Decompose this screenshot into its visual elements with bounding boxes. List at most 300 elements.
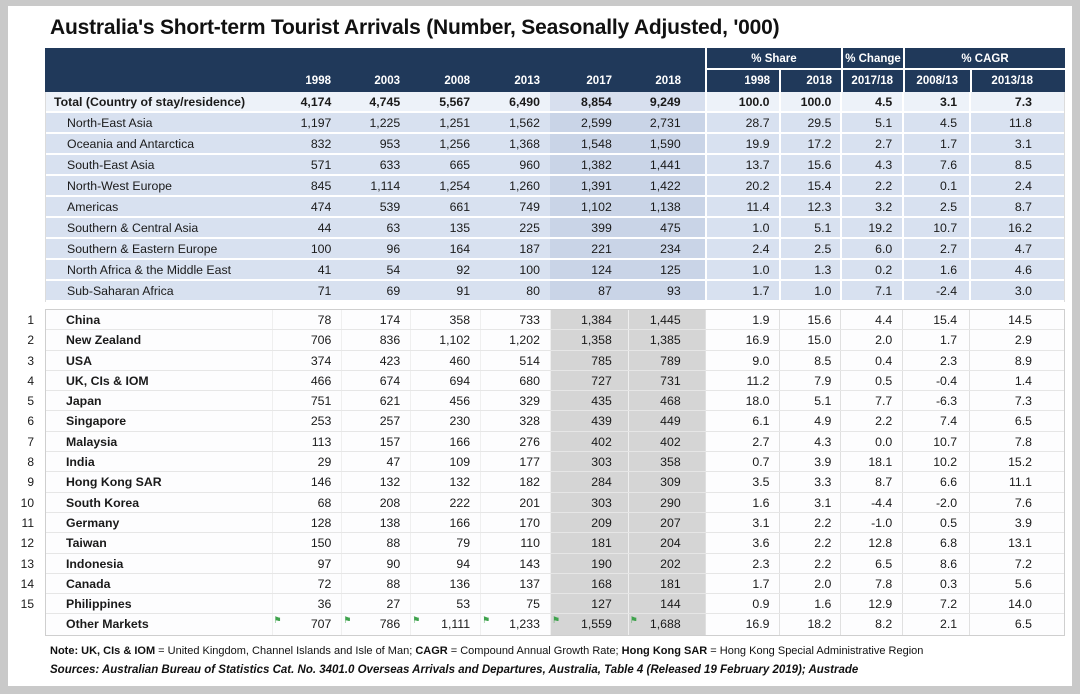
year-value-cell: 138 <box>341 513 410 532</box>
year-value-cell: 785 <box>550 351 628 370</box>
pct-value-cell: 100.0 <box>779 92 841 111</box>
pct-value-cell: 0.7 <box>705 452 779 471</box>
pct-value-cell: 13.1 <box>969 533 1064 552</box>
pct-value-cell: 4.4 <box>840 310 902 329</box>
year-value-cell: 44 <box>317 221 332 235</box>
year-value-cell: 146 <box>272 472 342 491</box>
row-rank: 11 <box>21 515 34 530</box>
country-row <box>27 472 1064 492</box>
year-value-cell: 1,382 <box>550 155 628 174</box>
pct-value-cell: 20.2 <box>705 176 779 195</box>
country-row <box>27 310 1064 330</box>
pct-value-cell: 11.8 <box>969 113 1064 132</box>
pct-value-cell: 16.2 <box>969 218 1064 237</box>
year-value-cell: 71 <box>317 284 332 298</box>
pct-value-cell: 4.9 <box>779 411 841 430</box>
row-label: Philippines <box>66 597 132 612</box>
pct-value-cell: 6.8 <box>902 533 969 552</box>
header-spacer <box>45 48 705 70</box>
year-value-cell: 1,111 ⚑ <box>410 614 480 634</box>
page-title: Australia's Short-term Tourist Arrivals (Number, Seasonally Adjusted, '000) <box>50 16 780 39</box>
pct-value-cell: 1.0 <box>779 281 841 300</box>
pct-value-cell: 15.6 <box>779 310 841 329</box>
pct-value-cell: 2.5 <box>779 239 841 258</box>
row-label: China <box>66 313 101 327</box>
country-row <box>27 432 1064 452</box>
header-group-1: % Share <box>705 48 841 70</box>
year-value-cell: 93 <box>628 281 705 300</box>
pct-value-cell: 3.9 <box>969 513 1064 532</box>
year-value-cell: 253 <box>272 411 342 430</box>
comment-flag-icon: ⚑ <box>482 615 491 626</box>
year-value-cell: 54 <box>386 263 401 277</box>
year-value-cell: 109 <box>410 452 480 471</box>
pct-value-cell: 2.7 <box>840 134 902 153</box>
year-value-cell: 329 <box>480 391 550 410</box>
year-value-cell: 128 <box>272 513 342 532</box>
pct-value-cell: -4.4 <box>840 493 902 512</box>
year-value-cell: 100 <box>519 263 540 277</box>
note-segment: = Compound Annual Growth Rate; <box>447 644 622 657</box>
year-value-cell: 4,745 <box>369 95 401 109</box>
pct-value-cell: 2.7 <box>705 432 779 451</box>
year-value-cell: 1,254 <box>439 179 471 193</box>
header-group-3: % CAGR <box>903 48 1065 70</box>
year-value-cell: 8,854 <box>550 92 628 111</box>
year-value-cell: 474 <box>310 200 332 214</box>
year-value-cell: 157 <box>341 432 410 451</box>
pct-value-cell: 5.6 <box>969 574 1064 593</box>
header-year-2003: 2003 <box>341 70 410 92</box>
pct-value-cell: 2.2 <box>779 533 841 552</box>
year-value-cell: 1,548 <box>550 134 628 153</box>
year-value-cell: 132 <box>341 472 410 491</box>
year-value-cell: 1,138 <box>628 197 705 216</box>
year-value-cell: 751 <box>272 391 342 410</box>
year-value-cell: 402 <box>628 432 705 451</box>
row-label: Southern & Central Asia <box>67 221 199 235</box>
year-value-cell: 1,256 <box>439 137 471 151</box>
pct-value-cell: 2.3 <box>902 351 969 370</box>
year-value-cell: 1,385 <box>628 330 705 349</box>
year-value-cell: 2,599 <box>550 113 628 132</box>
year-value-cell: 1,562 <box>509 116 540 130</box>
year-value-cell: 90 <box>341 554 410 573</box>
year-value-cell: 1,114 <box>370 179 401 193</box>
year-value-cell: 190 <box>550 554 628 573</box>
pct-value-cell: 3.5 <box>705 472 779 491</box>
country-row <box>27 371 1064 391</box>
comment-flag-icon: ⚑ <box>343 615 352 626</box>
pct-value-cell: 12.3 <box>779 197 841 216</box>
year-value-cell: 78 <box>272 310 342 329</box>
year-value-cell: 1,441 <box>628 155 705 174</box>
pct-value-cell: 8.7 <box>840 472 902 491</box>
pct-value-cell: 7.6 <box>902 155 969 174</box>
year-value-cell: 449 <box>628 411 705 430</box>
year-value-cell: 303 <box>550 493 628 512</box>
header-subcol-1: 1998 <box>705 70 779 92</box>
year-value-cell: 225 <box>519 221 540 235</box>
region-row <box>46 176 1064 197</box>
year-value-cell: 1,202 <box>480 330 550 349</box>
country-row <box>27 330 1064 350</box>
year-value-cell: 136 <box>410 574 480 593</box>
year-value-cell: 88 <box>341 574 410 593</box>
year-value-cell: 276 <box>480 432 550 451</box>
note-text <box>50 645 1065 657</box>
region-row <box>46 155 1064 176</box>
row-label: Southern & Eastern Europe <box>67 242 218 256</box>
country-row <box>27 351 1064 371</box>
pct-value-cell: 2.2 <box>779 513 841 532</box>
row-rank: 5 <box>27 394 34 409</box>
country-row <box>46 614 1064 634</box>
year-value-cell: 135 <box>449 221 471 235</box>
year-value-cell: 789 <box>628 351 705 370</box>
year-value-cell: 230 <box>410 411 480 430</box>
year-value-cell: 113 <box>272 432 342 451</box>
year-value-cell: 29 <box>272 452 342 471</box>
year-value-cell: 53 <box>410 594 480 613</box>
row-rank: 15 <box>20 597 34 612</box>
year-value-cell: 170 <box>480 513 550 532</box>
report-content <box>20 6 1065 676</box>
pct-value-cell: 7.9 <box>779 371 841 390</box>
year-value-cell: 466 <box>272 371 342 390</box>
year-value-cell: 80 <box>526 284 540 298</box>
year-value-cell: 91 <box>456 284 471 298</box>
row-label: Japan <box>66 394 102 409</box>
pct-value-cell: 2.1 <box>902 614 969 634</box>
pct-value-cell: 19.2 <box>840 218 902 237</box>
pct-value-cell: 18.1 <box>840 452 902 471</box>
row-label: Malaysia <box>66 434 118 449</box>
pct-value-cell: 2.2 <box>840 176 902 195</box>
pct-value-cell: 2.5 <box>902 197 969 216</box>
arrivals-table <box>20 48 1065 636</box>
pct-value-cell: 2.0 <box>779 574 841 593</box>
year-value-cell: 4,174 <box>300 95 332 109</box>
region-row <box>46 260 1064 281</box>
year-value-cell: 439 <box>550 411 628 430</box>
year-value-cell: 1,197 <box>300 116 332 130</box>
pct-value-cell: 0.4 <box>840 351 902 370</box>
pct-value-cell: 19.9 <box>705 134 779 153</box>
region-row <box>46 134 1064 155</box>
year-value-cell: 143 <box>480 554 550 573</box>
year-value-cell: 181 <box>550 533 628 552</box>
year-value-cell: 786 ⚑ <box>341 614 410 634</box>
pct-value-cell: 7.2 <box>902 594 969 613</box>
year-value-cell: 475 <box>628 218 705 237</box>
pct-value-cell: 0.0 <box>840 432 902 451</box>
year-value-cell: 733 <box>480 310 550 329</box>
year-value-cell: 177 <box>480 452 550 471</box>
sources-text: Sources: Australian Bureau of Statistics Cat. No. 3401.0 Overseas Arrivals and Departures, Australia, Table 4 (Released 19 February 2019); Austrade <box>50 663 859 676</box>
year-value-cell: 79 <box>410 533 480 552</box>
year-value-cell: 47 <box>341 452 410 471</box>
year-value-cell: 1,590 <box>628 134 705 153</box>
note-segment: Note: UK, CIs & IOM <box>50 644 156 657</box>
pct-value-cell: 4.6 <box>969 260 1064 279</box>
country-row <box>20 493 1064 513</box>
year-value-cell: 132 <box>410 472 480 491</box>
year-value-cell: 621 <box>341 391 410 410</box>
pct-value-cell: 15.2 <box>969 452 1064 471</box>
year-value-cell: 2,731 <box>628 113 705 132</box>
pct-value-cell: 15.4 <box>902 310 969 329</box>
year-value-cell: 201 <box>480 493 550 512</box>
year-value-cell: 207 <box>628 513 705 532</box>
pct-value-cell: 7.7 <box>840 391 902 410</box>
pct-value-cell: 2.3 <box>705 554 779 573</box>
year-value-cell: 234 <box>628 239 705 258</box>
pct-value-cell: 3.6 <box>705 533 779 552</box>
pct-value-cell: 7.3 <box>969 391 1064 410</box>
year-value-cell: 423 <box>341 351 410 370</box>
pct-value-cell: 1.9 <box>705 310 779 329</box>
region-row <box>46 239 1064 260</box>
year-value-cell: 209 <box>550 513 628 532</box>
region-section <box>45 92 1065 302</box>
year-value-cell: 221 <box>550 239 628 258</box>
year-value-cell: 181 <box>628 574 705 593</box>
pct-value-cell: 1.6 <box>902 260 969 279</box>
row-label: North-East Asia <box>67 116 153 130</box>
country-row <box>20 533 1064 553</box>
year-value-cell: 1,368 <box>509 137 540 151</box>
year-value-cell: 150 <box>272 533 342 552</box>
row-label: Hong Kong SAR <box>66 475 162 490</box>
pct-value-cell: 15.0 <box>779 330 841 349</box>
year-value-cell: 100 <box>310 242 332 256</box>
region-row <box>46 92 1064 113</box>
pct-value-cell: 10.7 <box>902 432 969 451</box>
pct-value-cell: 1.7 <box>902 134 969 153</box>
year-value-cell: 68 <box>272 493 342 512</box>
year-value-cell: 1,233 ⚑ <box>480 614 550 634</box>
pct-value-cell: 16.9 <box>705 614 779 634</box>
year-value-cell: 137 <box>480 574 550 593</box>
pct-value-cell: 1.0 <box>705 260 779 279</box>
pct-value-cell: 3.2 <box>840 197 902 216</box>
pct-value-cell: 8.5 <box>779 351 841 370</box>
pct-value-cell: 7.6 <box>969 493 1064 512</box>
year-value-cell: 953 <box>379 137 401 151</box>
pct-value-cell: 10.7 <box>902 218 969 237</box>
pct-value-cell: 2.0 <box>840 330 902 349</box>
header-subcol-2: 2018 <box>779 70 841 92</box>
region-row <box>46 218 1064 239</box>
year-value-cell: 5,567 <box>439 95 471 109</box>
pct-value-cell: 7.8 <box>840 574 902 593</box>
year-value-cell: 303 <box>550 452 628 471</box>
row-rank: 2 <box>27 333 34 348</box>
pct-value-cell: 1.7 <box>902 330 969 349</box>
header-year-row <box>45 70 1065 92</box>
year-value-cell: 1,559 ⚑ <box>550 614 628 634</box>
row-label: North-West Europe <box>67 179 173 193</box>
year-value-cell: 960 <box>519 158 540 172</box>
pct-value-cell: 0.3 <box>902 574 969 593</box>
pct-value-cell: 6.6 <box>902 472 969 491</box>
year-value-cell: 174 <box>341 310 410 329</box>
year-value-cell: 514 <box>480 351 550 370</box>
header-label-cell <box>45 70 271 92</box>
header-year-2008: 2008 <box>410 70 480 92</box>
year-value-cell: 166 <box>410 513 480 532</box>
pct-value-cell: 5.1 <box>840 113 902 132</box>
row-label: India <box>66 455 95 470</box>
year-value-cell: 571 <box>310 158 332 172</box>
year-value-cell: 41 <box>317 263 332 277</box>
pct-value-cell: -2.4 <box>902 281 969 300</box>
year-value-cell: 127 <box>550 594 628 613</box>
pct-value-cell: 1.7 <box>705 574 779 593</box>
country-row <box>20 554 1064 574</box>
row-rank: 7 <box>27 434 34 449</box>
year-value-cell: 731 <box>628 371 705 390</box>
pct-value-cell: 5.1 <box>779 391 841 410</box>
pct-value-cell: 16.9 <box>705 330 779 349</box>
pct-value-cell: 3.1 <box>969 134 1064 153</box>
pct-value-cell: 1.4 <box>969 371 1064 390</box>
year-value-cell: 75 <box>480 594 550 613</box>
year-value-cell: 309 <box>628 472 705 491</box>
year-value-cell: 97 <box>272 554 342 573</box>
pct-value-cell: 100.0 <box>705 92 779 111</box>
year-value-cell: 72 <box>272 574 342 593</box>
report-page <box>8 6 1072 686</box>
country-row <box>27 391 1064 411</box>
country-section <box>20 309 1065 636</box>
header-subcol-3: 2017/18 <box>841 70 903 92</box>
row-label: Total (Country of stay/residence) <box>54 95 246 109</box>
row-label: Americas <box>67 200 119 214</box>
table-header <box>45 48 1065 92</box>
pct-value-cell: 6.5 <box>840 554 902 573</box>
row-label: USA <box>66 353 92 368</box>
pct-value-cell: 7.8 <box>969 432 1064 451</box>
pct-value-cell: 14.0 <box>969 594 1064 613</box>
year-value-cell: 94 <box>410 554 480 573</box>
year-value-cell: 222 <box>410 493 480 512</box>
pct-value-cell: 1.7 <box>705 281 779 300</box>
pct-value-cell: 4.7 <box>969 239 1064 258</box>
row-label: Canada <box>66 576 111 591</box>
pct-value-cell: 3.1 <box>902 92 969 111</box>
pct-value-cell: 5.1 <box>779 218 841 237</box>
row-label: Germany <box>66 515 120 530</box>
header-year-2017: 2017 <box>550 70 628 92</box>
pct-value-cell: 14.5 <box>969 310 1064 329</box>
year-value-cell: 845 <box>310 179 332 193</box>
year-value-cell: 208 <box>341 493 410 512</box>
year-value-cell: 1,384 <box>550 310 628 329</box>
pct-value-cell: 8.7 <box>969 197 1064 216</box>
pct-value-cell: 29.5 <box>779 113 841 132</box>
pct-value-cell: 3.1 <box>779 493 841 512</box>
row-label: South Korea <box>66 495 140 510</box>
year-value-cell: 63 <box>386 221 401 235</box>
pct-value-cell: 8.2 <box>840 614 902 634</box>
row-label: Sub-Saharan Africa <box>67 284 174 298</box>
country-row <box>20 594 1064 614</box>
year-value-cell: 124 <box>550 260 628 279</box>
year-value-cell: 9,249 <box>628 92 705 111</box>
pct-value-cell: 0.9 <box>705 594 779 613</box>
year-value-cell: 1,445 <box>628 310 705 329</box>
year-value-cell: 202 <box>628 554 705 573</box>
year-value-cell: 456 <box>410 391 480 410</box>
row-rank: 1 <box>27 313 34 327</box>
year-value-cell: 661 <box>449 200 471 214</box>
note-segment: Hong Kong SAR <box>621 644 708 657</box>
pct-value-cell: 18.0 <box>705 391 779 410</box>
year-value-cell: 144 <box>628 594 705 613</box>
region-row <box>46 113 1064 134</box>
year-value-cell: 125 <box>628 260 705 279</box>
year-value-cell: 633 <box>379 158 401 172</box>
pct-value-cell: 2.4 <box>705 239 779 258</box>
note-segment: = United Kingdom, Channel Islands and Isle of Man; <box>155 644 416 657</box>
year-value-cell: 832 <box>310 137 332 151</box>
year-value-cell: 1,102 <box>410 330 480 349</box>
row-rank: 6 <box>27 414 34 429</box>
pct-value-cell: 17.2 <box>779 134 841 153</box>
country-row <box>27 452 1064 472</box>
year-value-cell: 257 <box>341 411 410 430</box>
pct-value-cell: 0.5 <box>902 513 969 532</box>
header-year-2013: 2013 <box>480 70 550 92</box>
year-value-cell: 374 <box>272 351 342 370</box>
note-segment: = Hong Kong Special Administrative Region <box>707 644 924 657</box>
header-year-1998: 1998 <box>271 70 341 92</box>
pct-value-cell: 8.9 <box>969 351 1064 370</box>
pct-value-cell: 8.5 <box>969 155 1064 174</box>
pct-value-cell: 28.7 <box>705 113 779 132</box>
row-label: Indonesia <box>66 556 124 571</box>
pct-value-cell: -1.0 <box>840 513 902 532</box>
row-rank: 13 <box>20 556 34 571</box>
pct-value-cell: 13.7 <box>705 155 779 174</box>
pct-value-cell: 6.5 <box>969 614 1064 634</box>
pct-value-cell: -6.3 <box>902 391 969 410</box>
year-value-cell: 182 <box>480 472 550 491</box>
year-value-cell: 36 <box>272 594 342 613</box>
year-value-cell: 674 <box>341 371 410 390</box>
row-label: Oceania and Antarctica <box>67 137 195 151</box>
year-value-cell: 402 <box>550 432 628 451</box>
year-value-cell: 749 <box>519 200 540 214</box>
pct-value-cell: 3.3 <box>779 472 841 491</box>
year-value-cell: 680 <box>480 371 550 390</box>
comment-flag-icon: ⚑ <box>629 615 638 626</box>
year-value-cell: 435 <box>550 391 628 410</box>
row-label: South-East Asia <box>67 158 155 172</box>
pct-value-cell: 2.9 <box>969 330 1064 349</box>
year-value-cell: 836 <box>341 330 410 349</box>
pct-value-cell: 4.5 <box>840 92 902 111</box>
year-value-cell: 92 <box>456 263 471 277</box>
comment-flag-icon: ⚑ <box>273 615 282 626</box>
country-row <box>27 411 1064 431</box>
year-value-cell: 88 <box>341 533 410 552</box>
pct-value-cell: 18.2 <box>779 614 841 634</box>
pct-value-cell: 3.9 <box>779 452 841 471</box>
pct-value-cell: 2.2 <box>779 554 841 573</box>
